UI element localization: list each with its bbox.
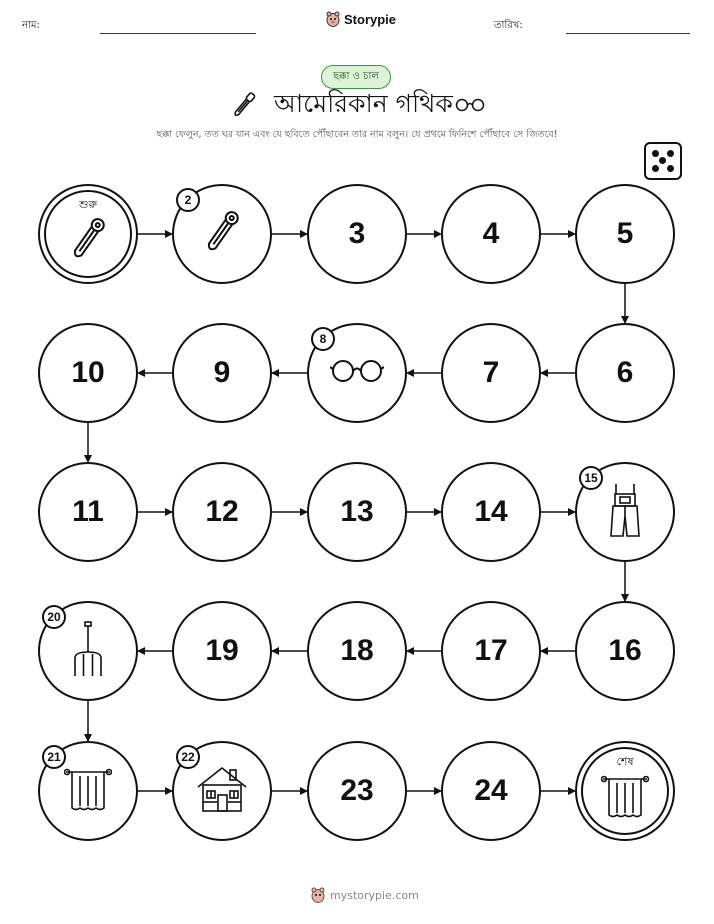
board-space-2[interactable] [172,184,272,284]
board-space-3[interactable] [307,184,407,284]
board-space-15[interactable] [575,462,675,562]
space-number: 18 [340,634,374,667]
board-space-22[interactable] [172,741,272,841]
board-space-19[interactable] [172,601,272,701]
space-number: 9 [213,356,231,389]
space-number: 5 [616,217,634,250]
space-number-tag: 2 [176,188,200,212]
start-label: শুরু [79,198,97,211]
mascot-icon [310,887,326,903]
board-space-13[interactable] [307,462,407,562]
board-space-9[interactable] [172,323,272,423]
board-space-18[interactable] [307,601,407,701]
space-number: 11 [72,495,104,528]
space-number: 7 [482,356,500,389]
board-space-23[interactable] [307,741,407,841]
game-type-badge: ছক্কা ও চাল [321,65,391,89]
curtain-icon [601,773,649,823]
space-number: 19 [205,634,239,667]
board-space-12[interactable] [172,462,272,562]
pitchfork-icon [71,620,105,682]
space-number-tag: 22 [176,745,200,769]
curtain-icon [64,766,112,816]
footer [310,887,419,903]
glasses-icon [330,359,384,387]
board-space-16[interactable] [575,601,675,701]
board-space-4[interactable] [441,184,541,284]
footer-url: mystorypie.com [330,888,419,902]
space-number-tag: 15 [579,466,603,490]
instructions: ছক্কা ফেলুন, তত ঘর যান এবং যে ছবিতে পৌঁছাবেন তার নাম বলুন। যে প্রথমে ফিনিশে পৌঁছাবে সে জিতবে! [156,129,558,140]
space-number: 12 [205,495,239,528]
page-title: আমেরিকান গথিক [274,89,453,118]
space-number: 23 [340,774,374,807]
board-space-8[interactable] [307,323,407,423]
start-space[interactable] [38,184,138,284]
space-number: 4 [482,217,500,250]
house-icon [196,765,248,817]
board-space-24[interactable] [441,741,541,841]
board-space-7[interactable] [441,323,541,423]
board-space-11[interactable] [38,462,138,562]
date-label: তারিখ: [494,20,523,31]
space-number: 16 [608,634,642,667]
safety-pin-icon [65,214,111,268]
name-label: নাম: [22,20,40,31]
board-space-17[interactable] [441,601,541,701]
space-number: 10 [71,356,105,389]
brand-name: Storypie [344,11,397,27]
space-number: 24 [474,774,508,807]
space-number: 17 [474,634,508,667]
board-space-20[interactable] [38,601,138,701]
overalls-icon [605,482,645,542]
finish-label: শেষ [616,755,634,768]
space-number: 3 [348,217,366,250]
space-number: 6 [616,356,634,389]
board-space-21[interactable] [38,741,138,841]
board-space-5[interactable] [575,184,675,284]
finish-space[interactable] [575,741,675,841]
board-space-10[interactable] [38,323,138,423]
space-number-tag: 8 [311,327,335,351]
space-number-tag: 21 [42,745,66,769]
board-space-6[interactable] [575,323,675,423]
safety-pin-icon [199,207,245,261]
space-number: 13 [340,495,374,528]
board-space-14[interactable] [441,462,541,562]
space-number-tag: 20 [42,605,66,629]
space-number: 14 [474,495,508,528]
